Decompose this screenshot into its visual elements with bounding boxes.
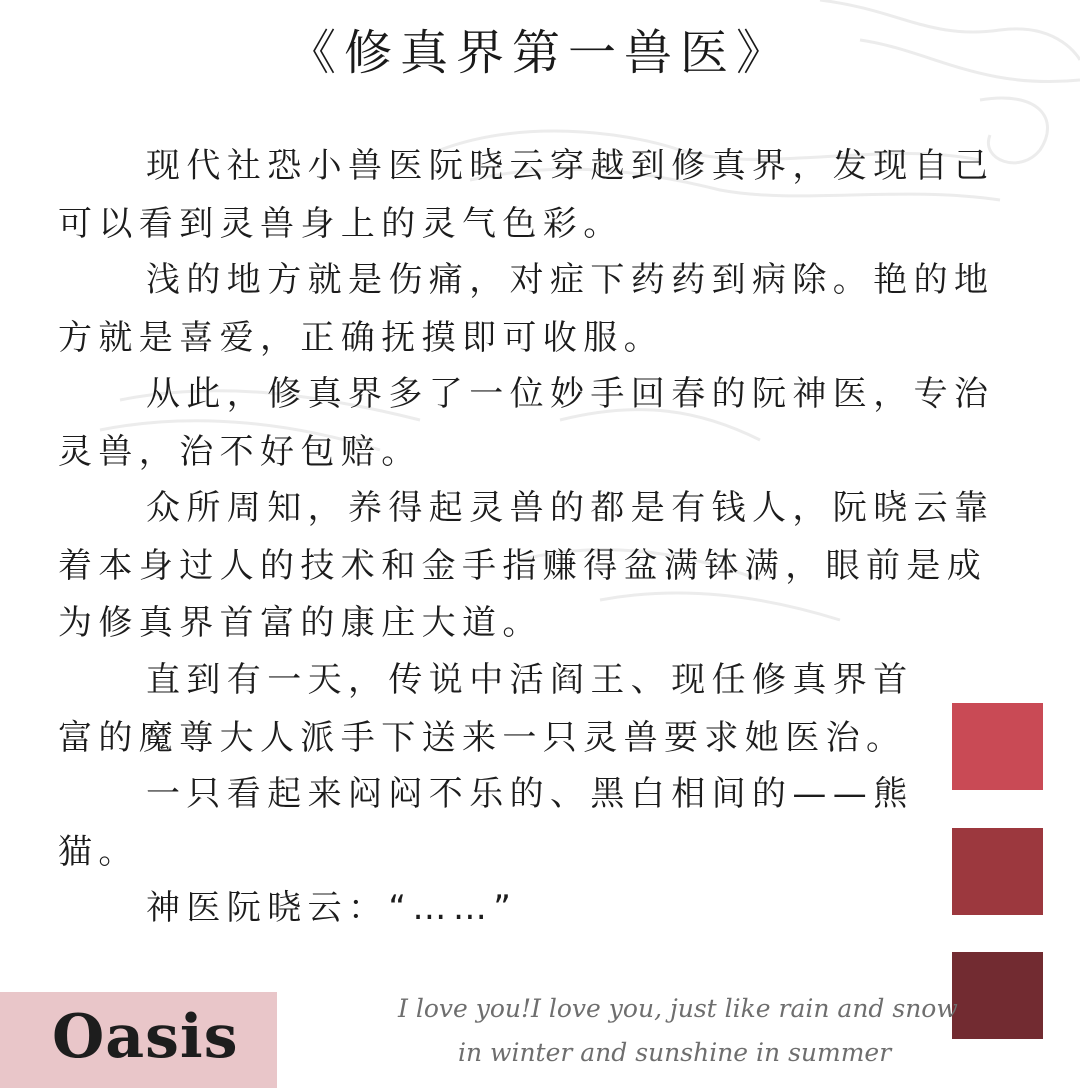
color-swatch-red: [952, 828, 1043, 915]
brand-label: Oasis: [52, 1002, 239, 1072]
synopsis-paragraph-7: 神医阮晓云：“……”: [146, 888, 518, 928]
synopsis-paragraph-5: 直到有一天，传说中活阎王、现任修真界首富的魔尊大人派手下送来一只灵兽要求她医治。: [58, 660, 914, 758]
synopsis-paragraph-4: 众所周知，养得起灵兽的都是有钱人，阮晓云靠着本身过人的技术和金手指赚得盆满钵满，眼前是成为修真界首富的康庄大道。: [58, 488, 995, 644]
color-swatch-light-red: [952, 703, 1043, 790]
synopsis-paragraph-6: 一只看起来闷闷不乐的、黑白相间的——熊猫。: [58, 774, 914, 872]
quote-line-2: in winter and sunshine in summer: [458, 1038, 892, 1067]
synopsis-paragraph-2: 浅的地方就是伤痛，对症下药药到病除。艳的地方就是喜爱，正确抚摸即可收服。: [58, 260, 995, 358]
synopsis-paragraph-1: 现代社恐小兽医阮晓云穿越到修真界，发现自己可以看到灵兽身上的灵气色彩。: [58, 146, 995, 244]
color-swatch-dark-red: [952, 952, 1043, 1039]
quote-line-1: I love you!I love you, just like rain and snow: [398, 994, 958, 1023]
book-title: 《修真界第一兽医》: [287, 25, 792, 81]
brand-box: [0, 992, 277, 1088]
synopsis-paragraph-3: 从此，修真界多了一位妙手回春的阮神医，专治灵兽，治不好包赔。: [58, 374, 995, 472]
